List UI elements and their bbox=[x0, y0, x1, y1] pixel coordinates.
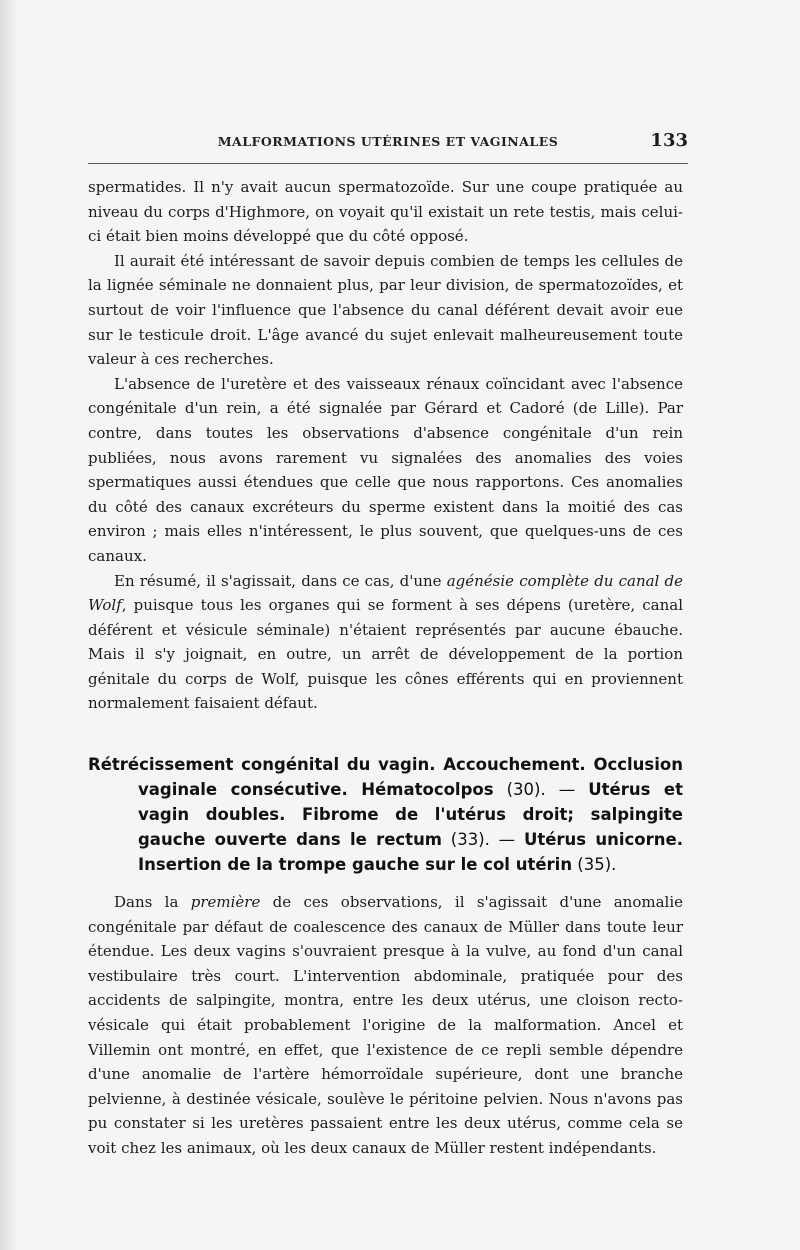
paragraph: Il aurait été intéressant de savoir depuis combien de temps les cellules de la lignée séminale ne donnaient plus, par leur division, de spermatozoïdes, et surtout de voir l'influence que l'absence du canal déférent devait avoir eue sur le testicule droit. L'âge avancé du sujet enlevait malheureusement toute valeur à ces recherches. bbox=[88, 251, 683, 369]
paragraph: spermatides. Il n'y avait aucun spermatozoïde. Sur une coupe pratiquée au niveau du corps d'Highmore, on voyait qu'il existait un rete testis, mais celui-ci était bien moins développé que du côté opposé. bbox=[88, 178, 683, 246]
heading-ref-2: (33). — bbox=[442, 830, 524, 849]
resume-text-1: En résumé, il s'agissait, dans ce cas, d'une bbox=[114, 571, 447, 590]
body-text-bottom bbox=[88, 890, 683, 1161]
body-text-top bbox=[88, 175, 683, 716]
running-title: MALFORMATIONS UTÉRINES ET VAGINALES bbox=[217, 134, 559, 149]
second-text-2: de ces observations, il s'agissait d'une anomalie congénitale par défaut de coalescence des canaux de Müller dans toute leur étendue. Les deux vagins s'ouvraient presque à la vulve, au fond d'un canal vestibulaire très court. L'intervention abdominale, pratiquée pour des accidents de salpingite, montra, entre les deux utérus, une cloison recto-vésicale qui était probablement l'origine de la malformation. Ancel et Villemin ont montré, en effet, que l'existence de ce repli semble dépendre d'une anomalie de l'artère hémorroïdale supérieure, dont une branche pelvienne, à destinée vésicale, soulève le péritoine pelvien. Nous n'avons pas pu constater si les uretères passaient entre les deux utérus, comme cela se voit chez les animaux, où les deux canaux de Müller restent indépendants. bbox=[88, 893, 683, 1157]
header-rule bbox=[88, 163, 688, 164]
heading-ref-1: (30). — bbox=[493, 780, 589, 799]
paragraph-second bbox=[88, 890, 683, 1161]
heading-part-1: Rétrécissement congénital du vagin. Accouchement. Occlusion vaginale consécutive. Hématocolpos bbox=[88, 755, 683, 799]
heading-part-2: Utérus et vagin doubles. Fibrome de l'utérus droit; salpingite gauche ouverte dans le rectum bbox=[138, 780, 683, 849]
paragraph-resume bbox=[88, 569, 683, 717]
page-number: 133 bbox=[650, 130, 688, 151]
heading-ref-3: (35). bbox=[572, 855, 617, 874]
resume-emphasis: agénésie complète du canal de Wolf bbox=[88, 571, 683, 615]
section-heading bbox=[88, 752, 683, 877]
second-emphasis: première bbox=[190, 893, 261, 911]
page-edge-shadow bbox=[0, 0, 18, 1250]
heading-part-3: Utérus unicorne. Insertion de la trompe gauche sur le col utérin bbox=[138, 830, 683, 874]
paragraph: L'absence de l'uretère et des vaisseaux rénaux coïncidant avec l'absence congénitale d'un rein, a été signalée par Gérard et Cadoré (de Lille). Par contre, dans toutes les observations d'absence congénitale d'un rein publiées, nous avons rarement vu signalées des anomalies des voies spermatiques aussi étendues que celle que nous rapportons. Ces anomalies du côté des canaux excréteurs du sperme existent dans la moitié des cas environ ; mais elles n'intéressent, le plus souvent, que quelques-uns de ces canaux. bbox=[88, 374, 683, 565]
second-text-1: Dans la bbox=[114, 893, 191, 911]
resume-text-2: , puisque tous les organes qui se forment à ses dépens (uretère, canal déférent et vésicule séminale) n'étaient représentés par aucune ébauche. Mais il s'y joignait, en outre, un arrêt de développement de la portion génitale du corps de Wolf, puisque les cônes efférents qui en proviennent normalement faisaient défaut. bbox=[88, 596, 683, 713]
running-header bbox=[88, 130, 688, 156]
